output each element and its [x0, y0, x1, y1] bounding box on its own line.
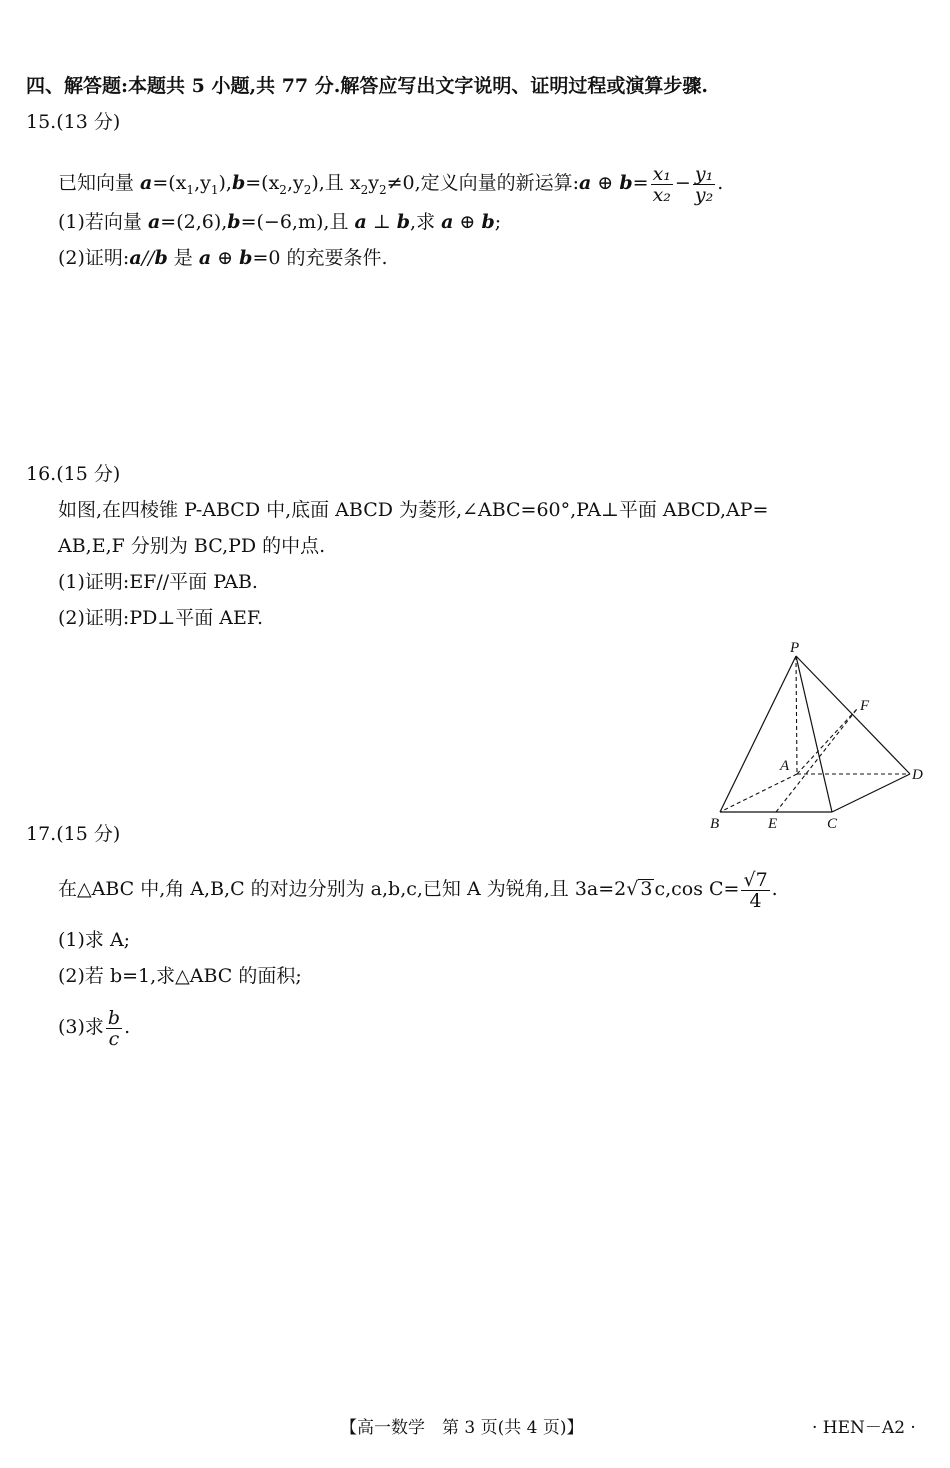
- numerator: y₁: [694, 162, 714, 185]
- period: .: [771, 878, 778, 900]
- q17-part1: (1)求 A;: [58, 929, 131, 951]
- q15-part1: [58, 210, 501, 234]
- q17-text: (3)求: [58, 1016, 104, 1038]
- sqrt-sign: √: [626, 878, 639, 900]
- q16-part2: (2)证明:PD⊥平面 AEF.: [58, 607, 264, 629]
- q15-part2: [58, 246, 388, 270]
- q17-text: 在△ABC 中,角 A,B,C 的对边分别为 a,b,c,已知 A 为锐角,且 3a=2: [58, 878, 627, 900]
- q15-text: (2)证明:: [58, 247, 130, 269]
- subscript: 2: [378, 182, 387, 197]
- label-b: B: [710, 816, 720, 832]
- period: .: [717, 172, 724, 194]
- subscript: 2: [279, 182, 287, 197]
- edge-cd: [832, 774, 910, 812]
- footer-code: · HEN－A2 ·: [812, 1418, 916, 1438]
- oplus-operator: ⊕: [211, 247, 240, 269]
- fraction-b-c: [106, 1008, 122, 1049]
- denominator: 4: [749, 889, 762, 912]
- q15-statement: [58, 160, 723, 213]
- fraction-sqrt7-4: [741, 870, 769, 911]
- period: .: [124, 1016, 131, 1038]
- parallel-sign: //: [141, 247, 155, 269]
- q15-text: =(x: [245, 172, 280, 194]
- numerator: b: [107, 1006, 121, 1029]
- edge-ab: [720, 774, 797, 812]
- label-f: F: [860, 698, 870, 714]
- q17-number: 17.(15 分): [26, 823, 121, 845]
- vector-b: b: [239, 247, 253, 269]
- fraction-y1-y2: [693, 164, 715, 205]
- oplus-operator: ⊕: [591, 172, 620, 194]
- vector-a: a: [129, 247, 142, 269]
- q15-text: ,求: [410, 211, 442, 233]
- footer-page-info: 【高一数学 第 3 页(共 4 页)】: [340, 1418, 584, 1438]
- label-p: P: [790, 640, 800, 656]
- q15-text: =(x: [152, 172, 187, 194]
- subscript: 1: [186, 182, 195, 197]
- fraction-x1-x2: [651, 164, 673, 205]
- q15-number: 15.(13 分): [26, 111, 121, 133]
- segment-af: [797, 709, 857, 774]
- oplus-operator: ⊕: [453, 211, 482, 233]
- q15-text: ≠0,定义向量的新运算:: [386, 172, 580, 194]
- q15-text: =(2,6),: [160, 211, 228, 233]
- subscript: 2: [360, 182, 369, 197]
- vector-a: a: [441, 211, 454, 233]
- edge-pc: [796, 656, 832, 812]
- edge-pb: [720, 656, 796, 812]
- vector-a: a: [354, 211, 367, 233]
- q15-text: 是: [167, 247, 199, 269]
- q15-text: ,y: [194, 172, 211, 194]
- q17-part3: [58, 1004, 130, 1050]
- q15-text: ),且 x: [311, 172, 361, 194]
- vector-b: b: [481, 211, 495, 233]
- q17-text: c,cos C=: [654, 878, 740, 900]
- q16-line2: AB,E,F 分别为 BC,PD 的中点.: [58, 535, 326, 557]
- vector-a: a: [198, 247, 212, 269]
- label-a: A: [780, 758, 790, 774]
- label-c: C: [827, 816, 838, 832]
- minus-sign: −: [674, 172, 691, 194]
- vector-b: b: [619, 172, 633, 194]
- vector-b: b: [231, 172, 246, 194]
- vector-a: a: [579, 172, 592, 194]
- pyramid-figure: [700, 636, 940, 836]
- q15-text: ;: [494, 211, 502, 233]
- q17-part2: (2)若 b=1,求△ABC 的面积;: [58, 965, 302, 987]
- equals-sign: =: [632, 172, 649, 194]
- denominator: y₂: [694, 183, 714, 206]
- q17-statement: [58, 866, 778, 912]
- subscript: 1: [210, 182, 219, 197]
- q16-part1: (1)证明:EF//平面 PAB.: [58, 571, 258, 593]
- vector-b: b: [396, 211, 411, 233]
- denominator: c: [108, 1027, 120, 1050]
- q15-text: (1)若向量: [58, 211, 148, 233]
- edge-pa: [796, 656, 797, 774]
- vector-a: a: [147, 211, 161, 233]
- q16-line1: 如图,在四棱锥 P-ABCD 中,底面 ABCD 为菱形,∠ABC=60°,PA⊥平面 ABCD,AP=: [58, 499, 769, 521]
- q15-text: 已知向量: [58, 172, 141, 194]
- vector-a: a: [140, 172, 153, 194]
- q15-text: =0 的充要条件.: [252, 247, 388, 269]
- numerator: √7: [743, 868, 768, 891]
- q15-text: ),: [218, 172, 232, 194]
- label-d: D: [912, 767, 923, 783]
- q15-text: y: [368, 172, 379, 194]
- section-heading: 四、解答题:本题共 5 小题,共 77 分.解答应写出文字说明、证明过程或演算步骤.: [26, 75, 708, 97]
- vector-b: b: [227, 211, 241, 233]
- vector-b: b: [154, 247, 168, 269]
- perp-sign: ⊥: [366, 211, 397, 233]
- denominator: x₂: [652, 183, 671, 206]
- q16-number: 16.(15 分): [26, 463, 121, 485]
- radicand: 3: [640, 878, 653, 900]
- label-e: E: [768, 816, 778, 832]
- q15-text: ,y: [286, 172, 304, 194]
- subscript: 2: [303, 182, 312, 197]
- q15-text: =(−6,m),且: [240, 211, 355, 233]
- numerator: x₁: [652, 162, 671, 185]
